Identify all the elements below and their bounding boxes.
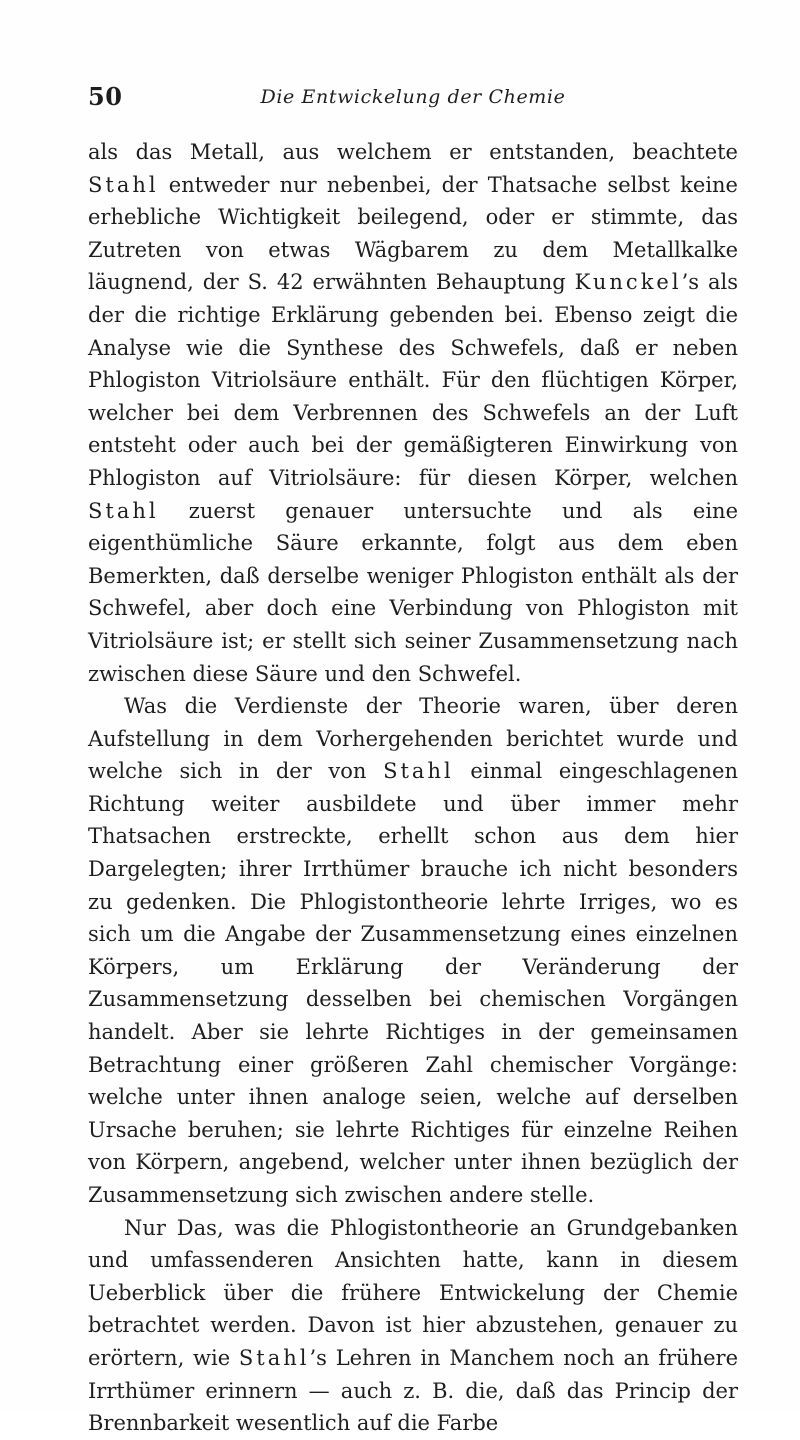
text-run: einmal eingeschlagenen Richtung weiter ausbildete und über immer mehr Thatsachen erstreckte, erhellt schon aus dem hier Dargelegten; ihrer Irrthümer brauche ich nicht besonders zu gedenken. Die Phlogistontheorie lehrte Irriges, wo es sich um die Angabe der Zusammensetzung eines einzelnen Körpers, um Erklärung der Veränderung der Zusammensetzung desselben bei chemischen Vorgängen handelt. Aber sie lehrte Richtiges in der gemeinsamen Betrachtung einer größeren Zahl chemischer Vorgänge: welche unter ihnen analoge seien, welche auf derselben Ursache beruhen; sie lehrte Richtiges für einzelne Reihen von Körpern, angebend, welcher unter ihnen bezüglich der Zusammensetzung sich zwischen andere stelle.: [88, 759, 739, 1207]
text-run: zuerst genauer untersuchte und als eine eigenthümliche Säure erkannte, folgt aus dem eben Bemerkten, daß derselbe weniger Phlogiston enthält als der Schwefel, aber doch eine Verbindung von Phlogiston mit Vitriolsäure ist; er stellt sich seiner Zusammensetzung nach zwischen diese Säure und den Schwefel.: [88, 498, 738, 686]
author-name: Stahl: [88, 172, 159, 197]
body-text: [88, 136, 738, 1440]
paragraph-1: [88, 136, 738, 690]
text-run: Nur Das, was die Phlogistontheorie an Grundgebanken und umfassenderen Ansichten hatte, kann in diesem Ueberblick über die frühere Entwickelung der Chemie betrachtet werden. Davon ist hier abzustehen, genauer zu erörtern, wie: [88, 1215, 738, 1370]
running-title: Die Entwickelung der Chemie: [260, 86, 566, 108]
page-number: 50: [88, 82, 123, 111]
author-name: Stahl: [88, 498, 159, 523]
running-head: [88, 82, 738, 116]
author-name: Stahl: [383, 759, 454, 784]
author-name: Stahl: [238, 1345, 310, 1370]
text-run: ’s als der die richtige Erklärung gebenden bei. Ebenso zeigt die Analyse wie die Synthese des Schwefels, daß er neben Phlogiston Vitriolsäure enthält. Für den flüchtigen Körper, welcher bei dem Verbrennen des Schwefels an der Luft entsteht oder auch bei der gemäßigteren Einwirkung von Phlogiston auf Vitriolsäure: für diesen Körper, welchen: [88, 270, 738, 490]
text-run: ’s Lehren in Manchem noch an frühere Irrthümer erinnern — auch z. B. die, daß das Princip der Brennbarkeit wesentlich auf die Farbe: [88, 1345, 739, 1436]
paragraph-2: [88, 690, 738, 1212]
author-name: Kunckel: [574, 270, 682, 295]
text-run: entweder nur nebenbei, der Thatsache selbst keine erhebliche Wichtigkeit beilegend, oder er stimmte, das Zutreten von etwas Wägbarem zu dem Metallkalke läugnend, der S. 42 erwähnten Behauptung: [88, 172, 738, 295]
text-run: Was die Verdienste der Theorie waren, über deren Aufstellung in dem Vorhergehenden berichtet wurde und welche sich in der von: [88, 694, 738, 784]
text-run: als das Metall, aus welchem er entstanden, beachtete: [88, 140, 738, 164]
paragraph-3: [88, 1212, 738, 1440]
